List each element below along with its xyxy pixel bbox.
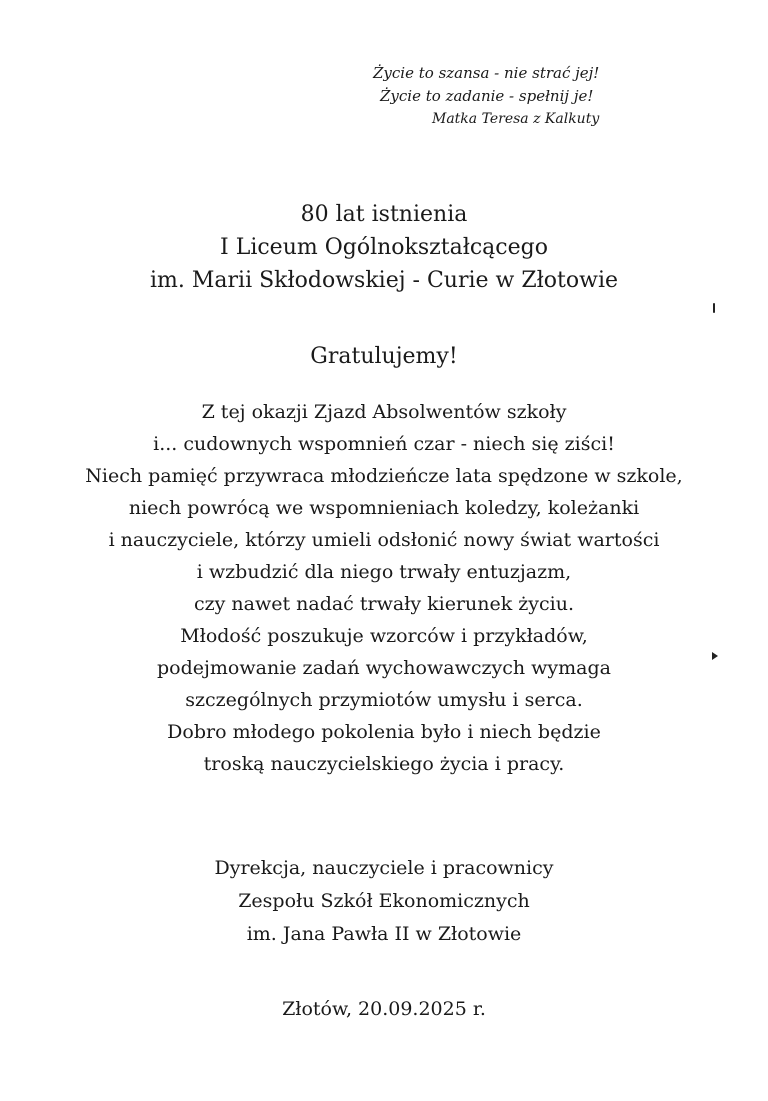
title-line: I Liceum Ogólnokształcącego xyxy=(220,235,548,260)
scan-mark-icon xyxy=(712,652,718,660)
body-line: Dobro młodego pokolenia było i niech będzie xyxy=(167,721,601,743)
body-line: Niech pamięć przywraca młodzieńcze lata spędzone w szkole, xyxy=(85,465,683,487)
motto-quote xyxy=(340,62,640,131)
body-line: Z tej okazji Zjazd Absolwentów szkoły xyxy=(201,401,567,423)
body-line: i wzbudzić dla niego trwały entuzjazm, xyxy=(196,561,572,583)
body-line: czy nawet nadać trwały kierunek życiu. xyxy=(193,593,575,615)
scan-mark-icon xyxy=(713,303,715,313)
body-line: niech powrócą we wspomnieniach koledzy, koleżanki xyxy=(128,497,640,519)
anniversary-title xyxy=(0,198,768,297)
title-line: 80 lat istnienia xyxy=(300,202,468,227)
body-line: Młodość poszukuje wzorców i przykładów, xyxy=(180,625,588,647)
signature-line: Zespołu Szkół Ekonomicznych xyxy=(238,890,530,912)
signature-line: im. Jana Pawła II w Złotowie xyxy=(246,923,522,945)
letter-body xyxy=(0,396,768,780)
body-line: i... cudownych wspomnień czar - niech się ziści! xyxy=(153,433,615,455)
place-date: Złotów, 20.09.2025 r. xyxy=(282,998,486,1020)
title-line: im. Marii Skłodowskiej - Curie w Złotowie xyxy=(150,268,618,293)
body-line: podejmowanie zadań wychowawczych wymaga xyxy=(157,657,611,679)
motto-author: Matka Teresa z Kalkuty xyxy=(432,111,600,127)
body-line: szczególnych przymiotów umysłu i serca. xyxy=(185,689,583,711)
greeting: Gratulujemy! xyxy=(310,344,458,369)
body-line: troską nauczycielskiego życia i pracy. xyxy=(203,753,565,775)
body-line: i nauczyciele, którzy umieli odsłonić nowy świat wartości xyxy=(108,529,660,551)
motto-line: Życie to szansa - nie strać jej! xyxy=(373,64,600,82)
signature-line: Dyrekcja, nauczyciele i pracownicy xyxy=(214,857,554,879)
signature-block xyxy=(0,852,768,951)
motto-line: Życie to zadanie - spełnij je! xyxy=(380,87,594,105)
